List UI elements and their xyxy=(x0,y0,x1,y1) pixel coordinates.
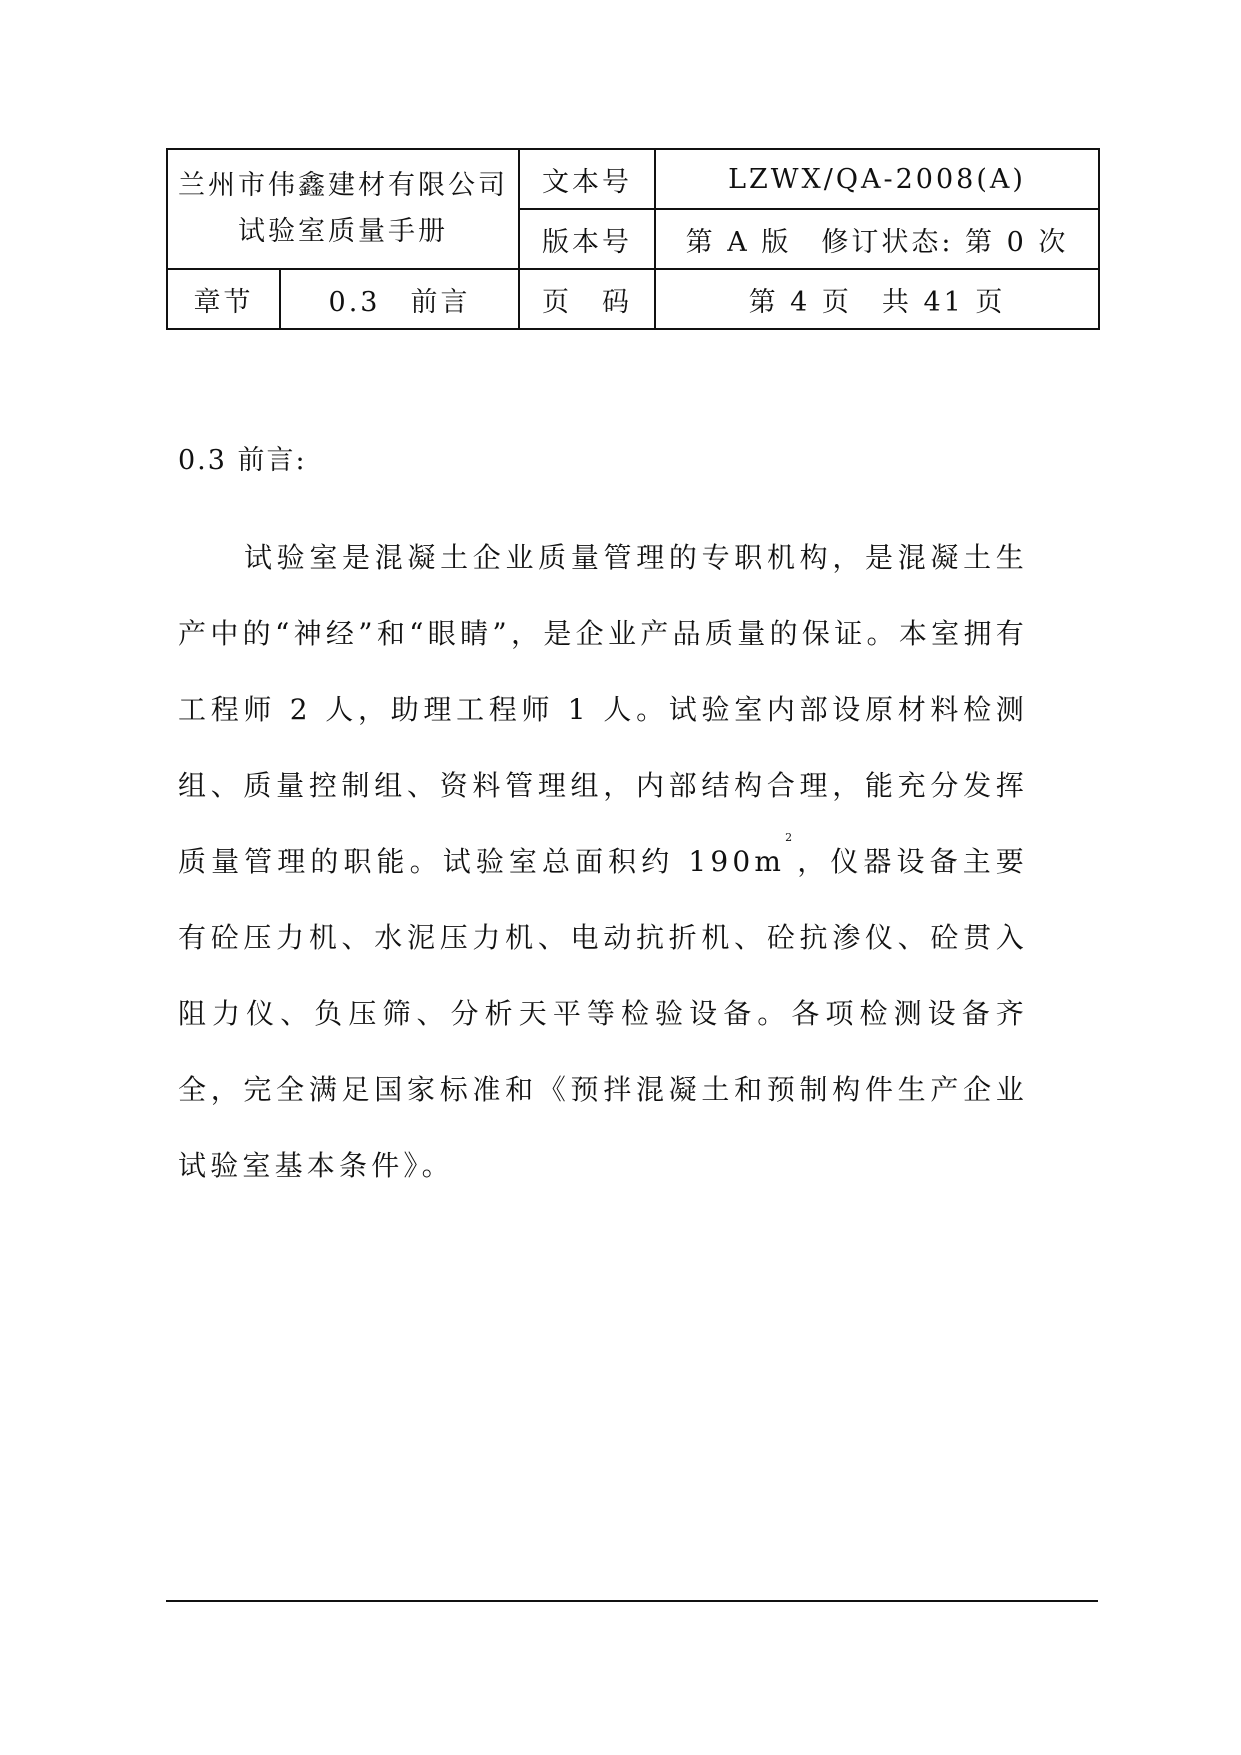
company-cell xyxy=(167,149,519,269)
version-value: 第 A 版 修订状态: 第 0 次 xyxy=(655,209,1099,269)
doc-no-label: 文本号 xyxy=(519,149,655,209)
footer-rule xyxy=(166,1600,1098,1602)
section-heading: 0.3 前言: xyxy=(178,445,307,476)
version-label: 版本号 xyxy=(519,209,655,269)
body-paragraph xyxy=(178,520,1028,1204)
page-value: 第 4 页 共 41 页 xyxy=(655,269,1099,329)
doc-no-value: LZWX/QA-2008(A) xyxy=(655,149,1099,209)
chapter-label: 章节 xyxy=(167,269,280,329)
paragraph-part-1: 试验室是混凝土企业质量管理的专职机构，是混凝土生产中的“神经”和“眼睛”，是企业产品质量的保证。本室拥有工程师 2 人，助理工程师 1 人。试验室内部设原材料检测组、质量控制组、资料管理组，内部结构合理，能充分发挥质量管理的职能。试验室总面积约 190m xyxy=(178,541,1028,878)
paragraph-part-2: ，仪器设备主要有砼压力机、水泥压力机、电动抗折机、砼抗渗仪、砼贯入阻力仪、负压筛、分析天平等检验设备。各项检测设备齐全，完全满足国家标准和《预拌混凝土和预制构件生产企业试验室基本条件》。 xyxy=(178,845,1028,1182)
page-label: 页 码 xyxy=(519,269,655,329)
document-header-table xyxy=(166,148,1100,330)
company-name: 兰州市伟鑫建材有限公司 xyxy=(178,170,508,201)
chapter-value: 0.3 前言 xyxy=(280,269,519,329)
area-unit-superscript: 2 xyxy=(785,831,797,844)
manual-title: 试验室质量手册 xyxy=(238,216,448,247)
